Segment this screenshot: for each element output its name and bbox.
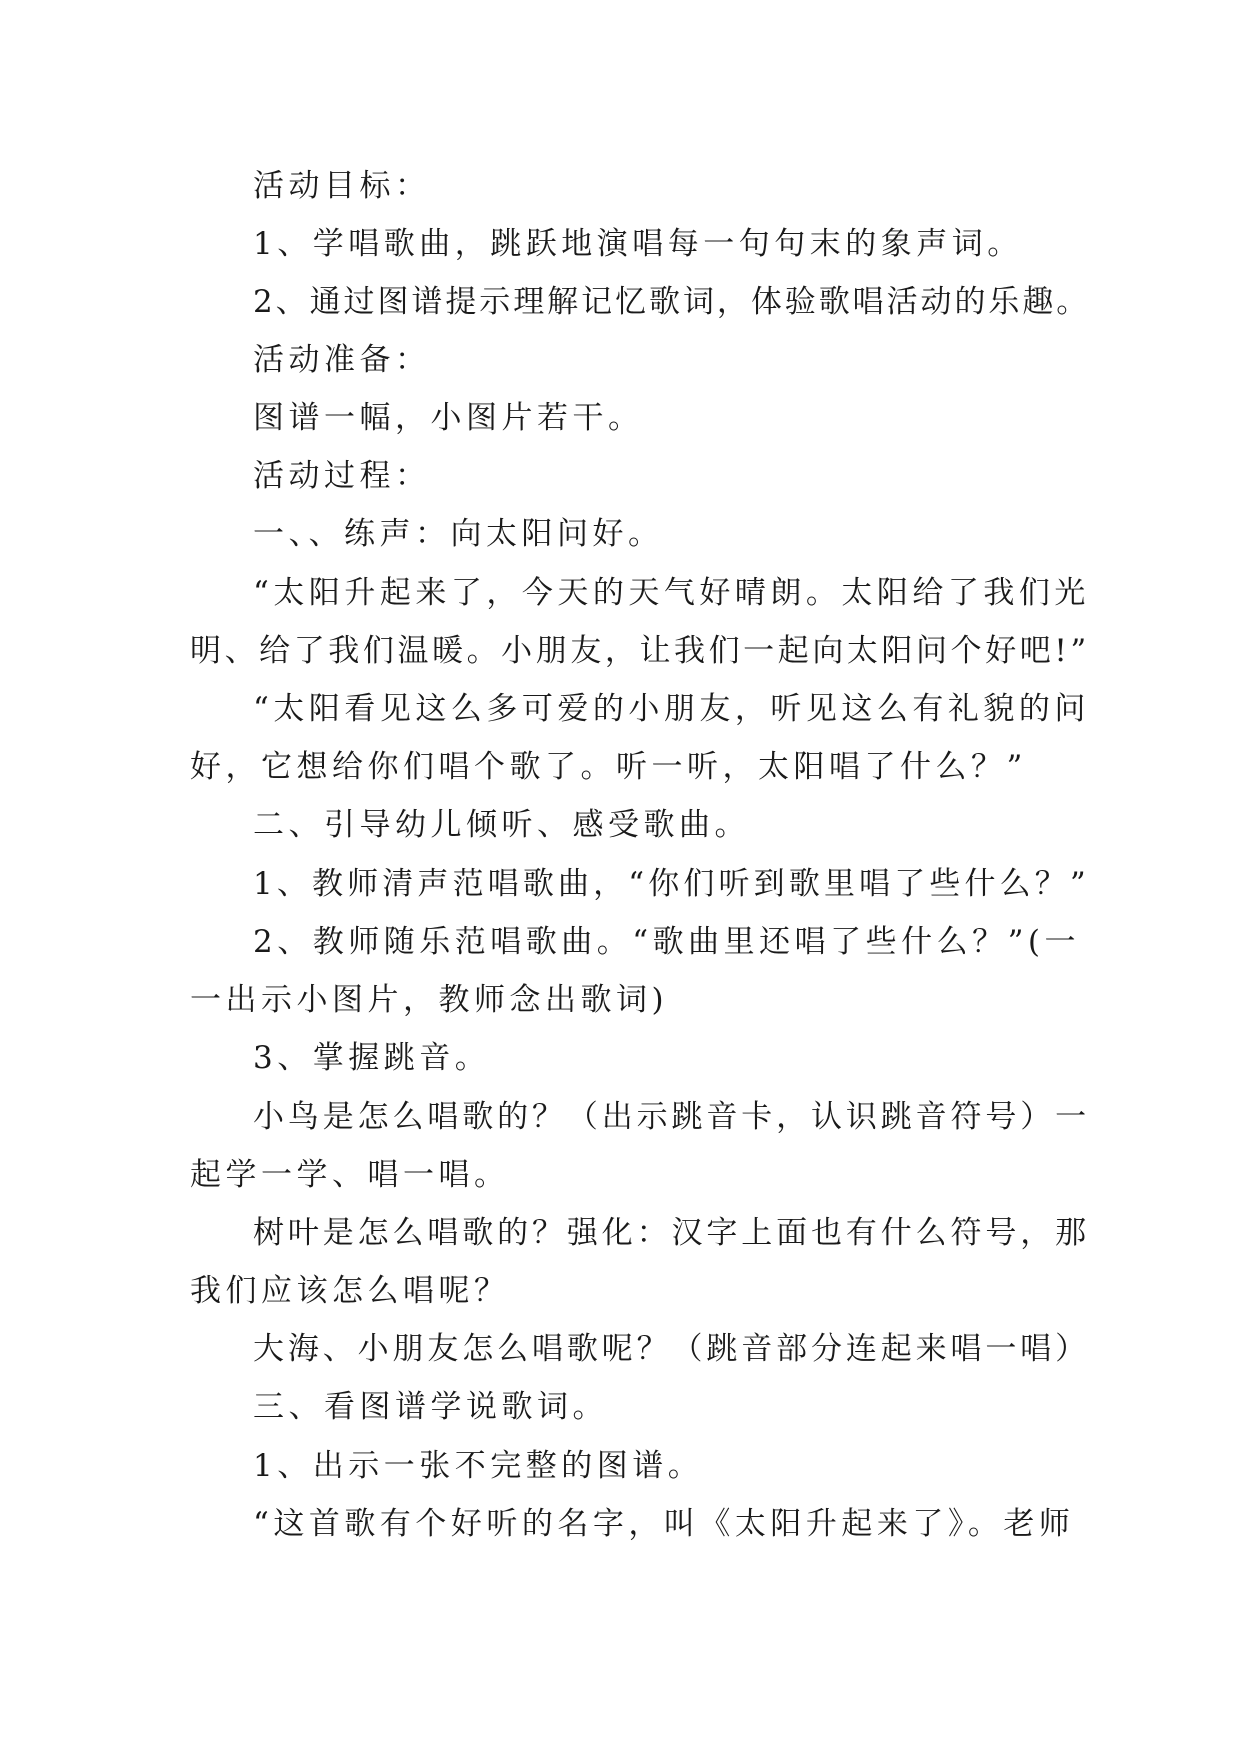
paragraph-line: 明、给了我们温暖。小朋友，让我们一起向太阳问个好吧!” (190, 633, 1090, 669)
step-item-1: 1、出示一张不完整的图谱。 (253, 1448, 704, 1484)
paragraph-line: 树叶是怎么唱歌的？强化：汉字上面也有什么符号，那 (253, 1215, 1090, 1251)
goal-item-2: 2、通过图谱提示理解记忆歌词，体验歌唱活动的乐趣。 (253, 284, 1091, 320)
paragraph-line: 我们应该怎么唱呢？ (190, 1273, 510, 1309)
paragraph-line: 起学一学、唱一唱。 (190, 1157, 510, 1193)
section-2-heading: 二、引导幼儿倾听、感受歌曲。 (253, 807, 750, 843)
paragraph-line: 小鸟是怎么唱歌的？（出示跳音卡，认识跳音符号）一 (253, 1099, 1090, 1135)
goal-item-1: 1、学唱歌曲，跳跃地演唱每一句句末的象声词。 (253, 226, 1023, 262)
step-item-2: 2、教师随乐范唱歌曲。“歌曲里还唱了些什么？”(一 (253, 924, 1081, 960)
heading-activity-process: 活动过程： (253, 458, 431, 494)
heading-activity-goals: 活动目标： (253, 168, 431, 204)
section-3-heading: 三、看图谱学说歌词。 (253, 1389, 608, 1425)
paragraph-line: 大海、小朋友怎么唱歌呢？（跳音部分连起来唱一唱） (253, 1331, 1090, 1367)
heading-activity-preparation: 活动准备： (253, 342, 431, 378)
paragraph-line: “太阳看见这么多可爱的小朋友，听见这么有礼貌的问 (253, 691, 1090, 727)
step-item-1: 1、教师清声范唱歌曲，“你们听到歌里唱了些什么？” (253, 866, 1090, 902)
preparation-text: 图谱一幅，小图片若干。 (253, 400, 644, 436)
paragraph-line: 一出示小图片，教师念出歌词) (190, 982, 669, 1018)
step-item-3: 3、掌握跳音。 (253, 1040, 491, 1076)
paragraph-line: “太阳升起来了，今天的天气好晴朗。太阳给了我们光 (253, 575, 1090, 611)
section-1-heading: 一、、练声：向太阳问好。 (253, 516, 664, 552)
paragraph-line: 好，它想给你们唱个歌了。听一听，太阳唱了什么？” (190, 749, 1027, 785)
paragraph-line: “这首歌有个好听的名字，叫《太阳升起来了》。老师 (253, 1506, 1075, 1542)
